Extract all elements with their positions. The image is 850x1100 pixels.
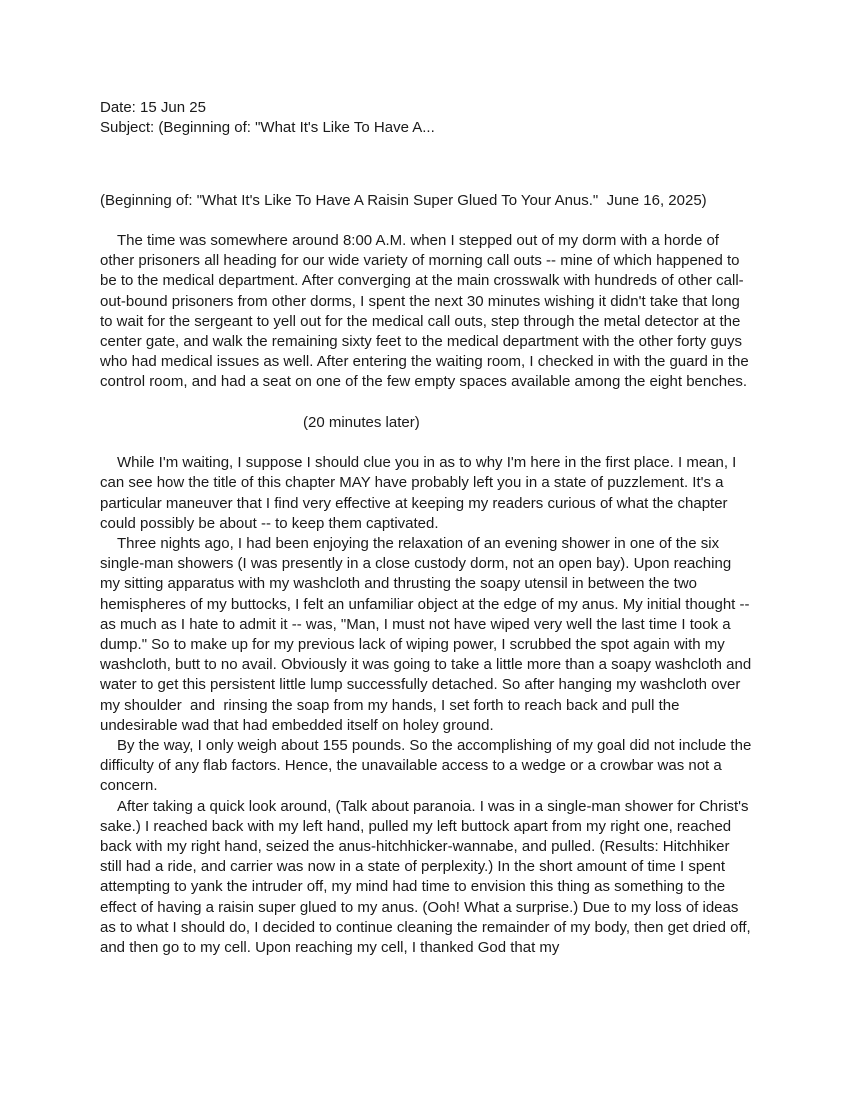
spacer — [100, 170, 752, 190]
spacer — [100, 393, 752, 413]
paragraph: Three nights ago, I had been enjoying the relaxation of an evening shower in one of the six single-man showers (I was presently in a close custody dorm, not an open bay). Upon reaching my sitting apparatus with my washcloth and thrusting the soapy utensil in between the two hemispheres of my buttocks, I felt an unfamiliar object at the edge of my anus. My initial thought -- as much as I hate to admit it -- was, "Man, I must not have wiped very well the last time I took a dump." So to make up for my previous lack of wiping power, I scrubbed the spot again with my washcloth, butt to no avail. Obviously it was going to take a little more than a soapy washcloth and water to get this persistent little lump successfully detached. So after hanging my washcloth over my shoulder and rinsing the soap from my hands, I set forth to reach back and pull the undesirable wad that had embedded itself on holey ground. — [100, 535, 760, 734]
subject-line: Subject: (Beginning of: "What It's Like To Have A... — [100, 119, 435, 137]
paragraph: After taking a quick look around, (Talk about paranoia. I was in a single-man shower for Christ's sake.) I reached back with my left hand, pulled my left buttock apart from my right one, reached back with my right hand, seized the anus-hitchhicker-wannabe, and pulled. (Results: Hitchhiker still had a ride, and carrier was now in a state of perplexity.) In the short amount of time I spent attempting to yank the intruder off, my mind had time to envision this thing as something to the effect of having a raisin super glued to my anus. (Ooh! What a surprise.) Due to my loss of ideas as to what I should do, I decided to continue cleaning the remainder of my body, then get dried off, and then go to my cell. Upon reaching my cell, I thanked God that my — [100, 797, 755, 957]
document-page — [100, 98, 760, 958]
date-line: Date: 15 Jun 25 — [100, 99, 206, 116]
paragraph: By the way, I only weigh about 155 pounds. So the accomplishing of my goal did not include the difficulty of any flab factors. Hence, the unavailable access to a wedge or a crowbar was not a concern. — [100, 737, 756, 795]
paragraph: The time was somewhere around 8:00 A.M. when I stepped out of my dorm with a horde of other prisoners all heading for our wide variety of morning call outs -- mine of which happened to be to the medical department. After converging at the main crosswalk with hundreds of other call-out-bound prisoners from other dorms, I spent the next 30 minutes wishing it didn't take that long to wait for the sergeant to yell out for the medical call outs, step through the metal detector at the center gate, and walk the remaining sixty feet to the medical department with the other forty guys who had medical issues as well. After entering the waiting room, I checked in with the guard in the control room, and had a seat on one of the few empty spaces available among the eight benches. — [100, 231, 753, 391]
paragraph: While I'm waiting, I suppose I should clue you in as to why I'm here in the first place. I mean, I can see how the title of this chapter MAY have probably left you in a state of puzzlement. It's a particular maneuver that I find very effective at keeping my readers curious of what the chapter could possibly be about -- to keep them captivated. — [100, 454, 741, 532]
spacer — [100, 211, 752, 231]
spacer — [100, 138, 752, 170]
spacer — [100, 433, 752, 453]
interlude-note: (20 minutes later) — [303, 413, 420, 431]
document-title: (Beginning of: "What It's Like To Have A Raisin Super Glued To Your Anus." June 16, 2025) — [100, 191, 707, 209]
